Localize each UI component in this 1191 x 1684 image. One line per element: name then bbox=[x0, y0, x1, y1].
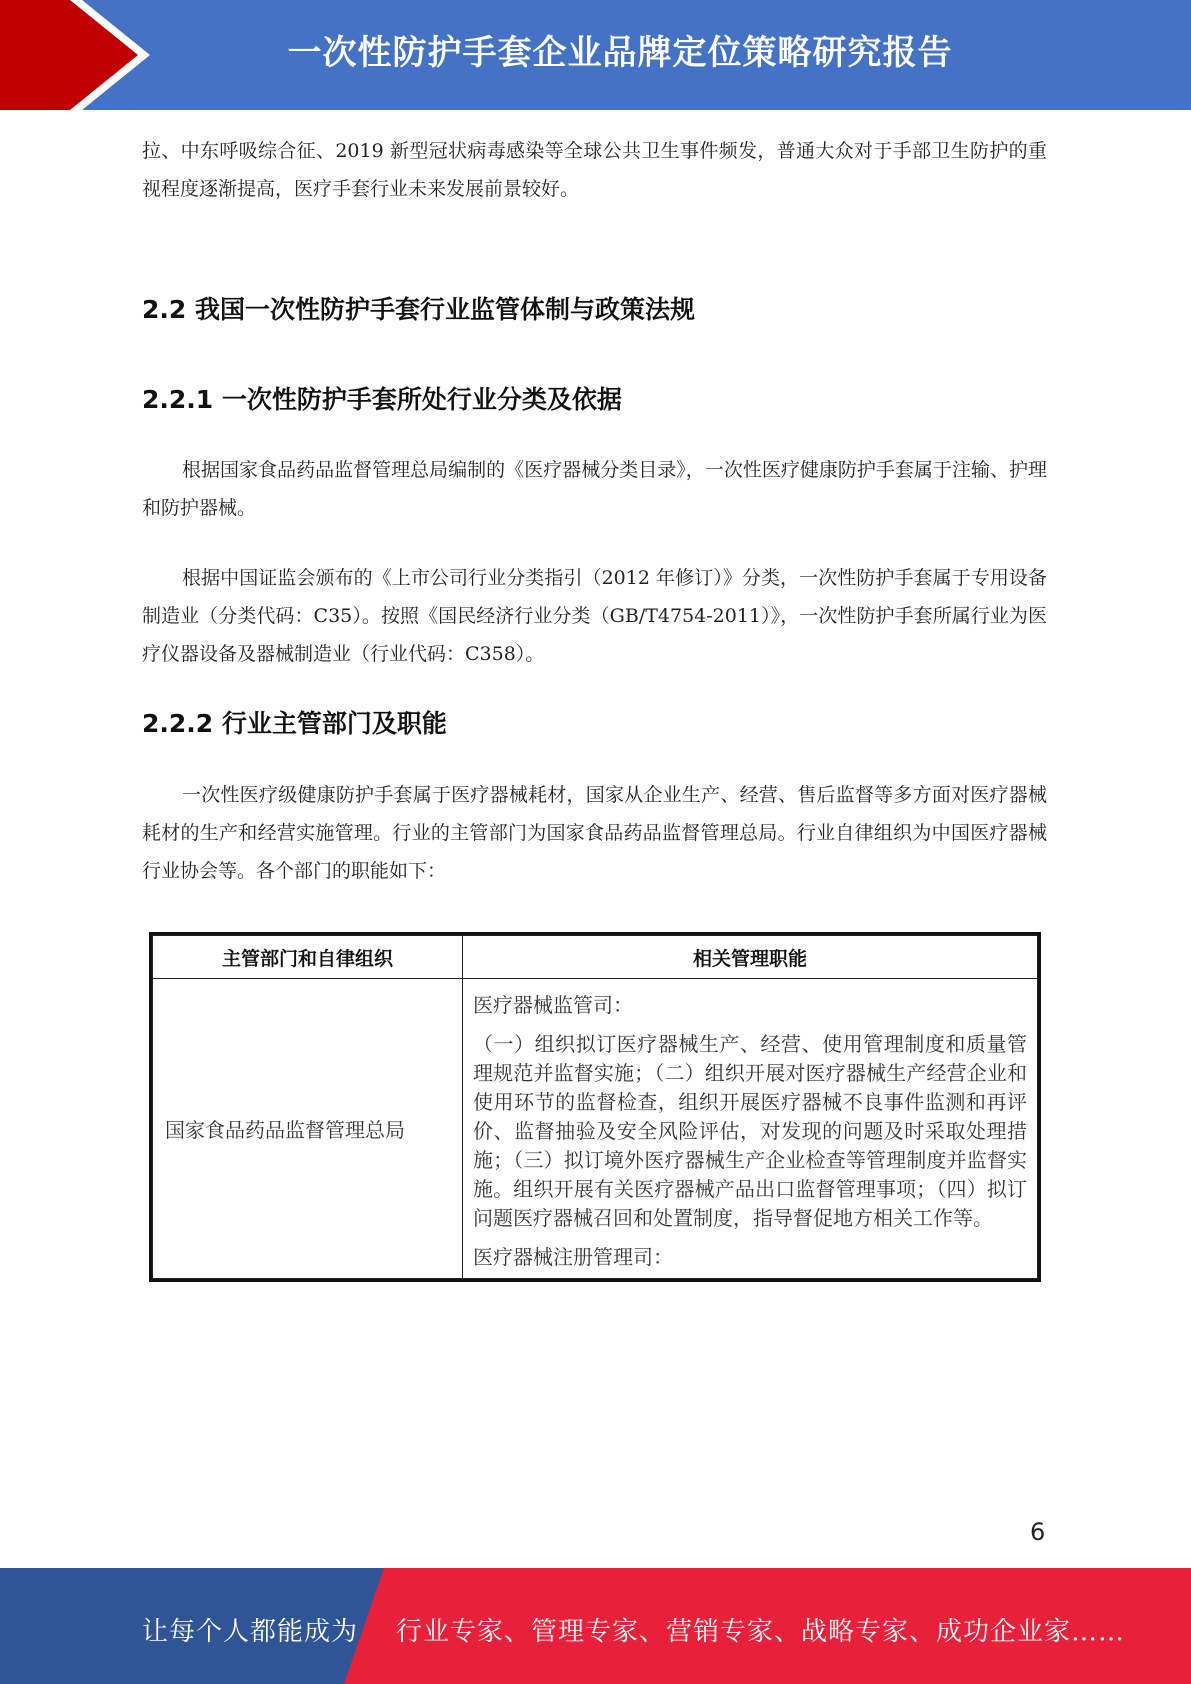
footer-slogan-right: 行业专家、管理专家、营销专家、战略专家、成功企业家…… bbox=[396, 1617, 1126, 1647]
dept-duties-text: （一）组织拟订医疗器械生产、经营、使用管理制度和质量管理规范并监督实施；（二）组织开展对医疗器械生产经营企业和使用环节的监督检查，组织开展医疗器械不良事件监测和再评价、监督抽验及安全风险评估，对发现的问题及时采取处理措施；（三）拟订境外医疗器械生产企业检查等管理制度并监督实施。组织开展有关医疗器械产品出口监督管理事项；（四）拟订问题医疗器械召回和处置制度，指导督促地方相关工作等。 bbox=[473, 1032, 1027, 1230]
section-2-2-1-paragraph-2: 根据中国证监会颁布的《上市公司行业分类指引（2012 年修订）》分类，一次性防护手套属于专用设备制造业（分类代码：C35）。按照《国民经济行业分类（GB/T4754-2011）》，一次性防护手套所属行业为医疗仪器设备及器械制造业（行业代码：C358）。 bbox=[142, 567, 1047, 665]
table-header-duties: 相关管理职能 bbox=[463, 936, 1038, 979]
section-2-2-2-paragraph: 一次性医疗级健康防护手套属于医疗器械耗材，国家从企业生产、经营、售后监督等多方面对医疗器械耗材的生产和经营实施管理。行业的主管部门为国家食品药品监督管理总局。行业自律组织为中国医疗器械行业协会等。各个部门的职能如下： bbox=[142, 784, 1047, 882]
table-cell-org: 国家食品药品监督管理总局 bbox=[153, 979, 463, 1279]
intro-paragraph: 拉、中东呼吸综合征、2019 新型冠状病毒感染等全球公共卫生事件频发，普通大众对于手部卫生防护的重视程度逐渐提高，医疗手套行业未来发展前景较好。 bbox=[142, 140, 1047, 200]
footer-slogan-left: 让每个人都能成为 bbox=[142, 1617, 359, 1647]
section-2-2-2-heading: 2.2.2 行业主管部门及职能 bbox=[142, 709, 447, 738]
section-2-2-1-heading: 2.2.1 一次性防护手套所处行业分类及依据 bbox=[142, 385, 622, 414]
table-header-row bbox=[153, 936, 1038, 979]
header-arrow-decoration bbox=[0, 0, 150, 110]
section-2-2-1-paragraph-1: 根据国家食品药品监督管理总局编制的《医疗器械分类目录》，一次性医疗健康防护手套属于注输、护理和防护器械。 bbox=[142, 459, 1047, 519]
header-banner bbox=[0, 0, 1191, 110]
table-header-org: 主管部门和自律组织 bbox=[153, 936, 463, 979]
section-2-2-heading: 2.2 我国一次性防护手套行业监管体制与政策法规 bbox=[142, 295, 695, 324]
dept-name-supervision: 医疗器械监管司： bbox=[473, 993, 633, 1017]
table-row bbox=[153, 979, 1038, 1279]
page-number: 6 bbox=[1030, 1518, 1046, 1546]
report-title: 一次性防护手套企业品牌定位策略研究报告 bbox=[287, 33, 953, 73]
footer-banner bbox=[0, 1568, 1191, 1684]
table-cell-duties bbox=[463, 979, 1038, 1279]
dept-name-registration: 医疗器械注册管理司： bbox=[473, 1245, 673, 1269]
regulatory-table bbox=[149, 932, 1041, 1282]
